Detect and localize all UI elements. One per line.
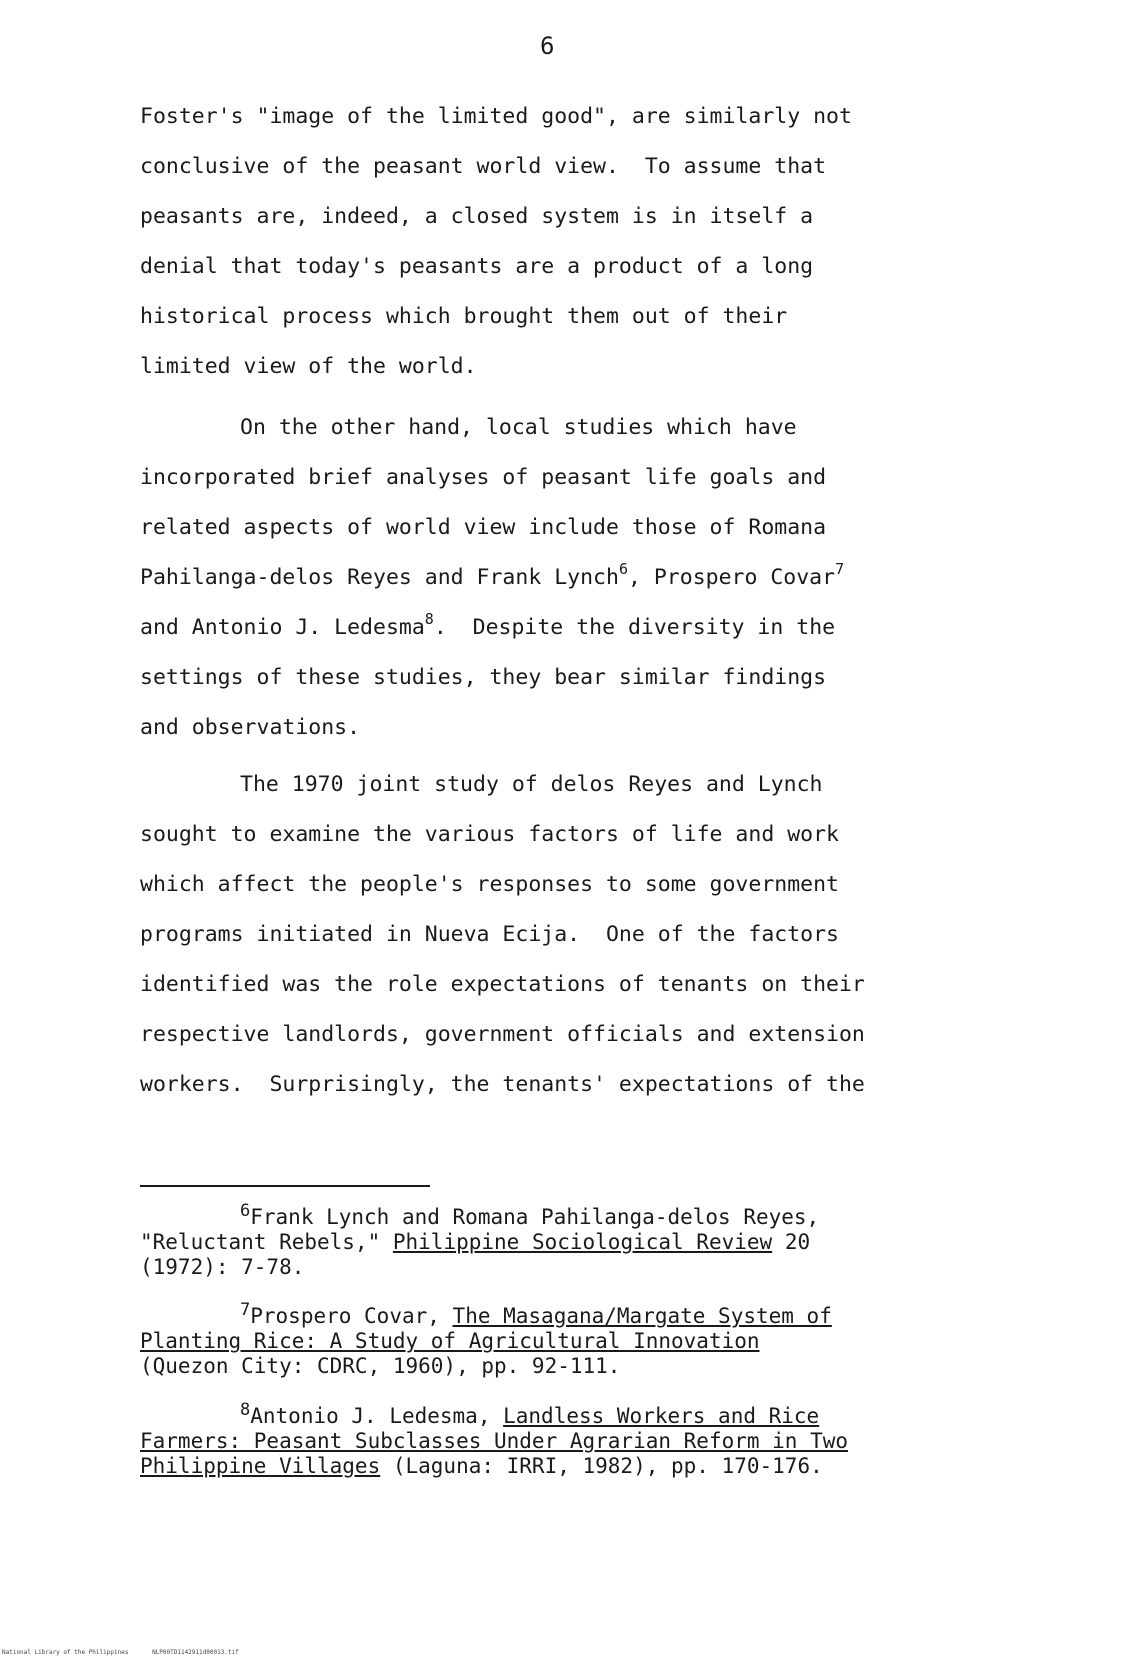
text-line: peasants are, indeed, a closed system is in itself a — [140, 204, 814, 229]
footnote-line: (1972): 7-78. — [140, 1255, 305, 1279]
text-line: settings of these studies, they bear similar findings — [140, 665, 827, 690]
page-number: 6 — [540, 32, 555, 60]
book-title: Philippine Villages — [140, 1454, 381, 1478]
footnote-text: Frank Lynch and Romana Pahilanga-delos Reyes, — [250, 1205, 820, 1229]
line-text: , Prospero Covar — [627, 565, 836, 590]
footnote-ref-7: 7 — [835, 560, 845, 578]
text-line: programs initiated in Nueva Ecija. One of the factors — [140, 922, 839, 947]
text-line: identified was the role expectations of tenants on their — [140, 972, 865, 997]
footnote-line — [140, 1300, 980, 1329]
text-line: The 1970 joint study of delos Reyes and Lynch — [240, 772, 823, 797]
footnote-marker: 8 — [240, 1400, 251, 1420]
book-title: Landless Workers and Rice — [503, 1404, 820, 1428]
footnote-line — [140, 1230, 980, 1255]
book-title: Planting Rice: A Study of Agricultural Innovation — [140, 1329, 760, 1353]
paragraph-1 — [140, 92, 980, 392]
paragraph-3 — [140, 760, 980, 1110]
footnote-6 — [140, 1201, 980, 1280]
footnote-divider — [140, 1185, 430, 1187]
text-line — [140, 553, 980, 603]
footnote-ref-6: 6 — [618, 560, 628, 578]
footnote-8 — [140, 1400, 980, 1479]
line-text: and Antonio J. Ledesma — [140, 615, 425, 640]
text-line: respective landlords, government officials and extension — [140, 1022, 865, 1047]
footnote-text: Prospero Covar, — [250, 1304, 453, 1328]
footnote-text: "Reluctant Rebels," — [140, 1230, 393, 1254]
file-name: NLP00TD1142911d00013.tif — [152, 1649, 239, 1656]
paragraph-2 — [140, 403, 980, 753]
footnote-ref-8: 8 — [424, 610, 434, 628]
footnote-line: (Quezon City: CDRC, 1960), pp. 92-111. — [140, 1354, 621, 1378]
footnote-text: (Laguna: IRRI, 1982), pp. 170-176. — [380, 1454, 823, 1478]
footnote-marker: 7 — [240, 1300, 251, 1320]
line-text: . Despite the diversity in the — [433, 615, 836, 640]
text-line: denial that today's peasants are a product of a long — [140, 254, 814, 279]
text-line: related aspects of world view include those of Romana — [140, 515, 827, 540]
line-text: Pahilanga-delos Reyes and Frank Lynch — [140, 565, 619, 590]
journal-title: Philippine Sociological Review — [392, 1230, 773, 1254]
text-line: conclusive of the peasant world view. To assume that — [140, 154, 827, 179]
footnote-line — [140, 1201, 980, 1230]
text-line — [140, 603, 980, 653]
text-line: and observations. — [140, 715, 361, 740]
text-line: historical process which brought them out of their — [140, 304, 788, 329]
footnote-7 — [140, 1300, 980, 1379]
text-line: limited view of the world. — [140, 354, 477, 379]
footnote-line — [140, 1454, 980, 1479]
book-title: The Masagana/Margate System of — [452, 1304, 832, 1328]
book-title: Farmers: Peasant Subclasses Under Agrarian Reform in Two — [140, 1429, 849, 1453]
text-line: which affect the people's responses to some government — [140, 872, 839, 897]
text-line: On the other hand, local studies which have — [240, 415, 797, 440]
footnote-line — [140, 1400, 980, 1429]
footnote-text: 20 — [772, 1230, 811, 1254]
footnote-text: Antonio J. Ledesma, — [250, 1404, 504, 1428]
scan-footer — [2, 1649, 259, 1656]
text-line: incorporated brief analyses of peasant life goals and — [140, 465, 827, 490]
library-name: National Library of the Philippines — [2, 1649, 129, 1656]
text-line: Foster's "image of the limited good", are similarly not — [140, 104, 852, 129]
text-line: sought to examine the various factors of life and work — [140, 822, 839, 847]
text-line: workers. Surprisingly, the tenants' expectations of the — [140, 1072, 865, 1097]
footnote-marker: 6 — [240, 1201, 251, 1221]
